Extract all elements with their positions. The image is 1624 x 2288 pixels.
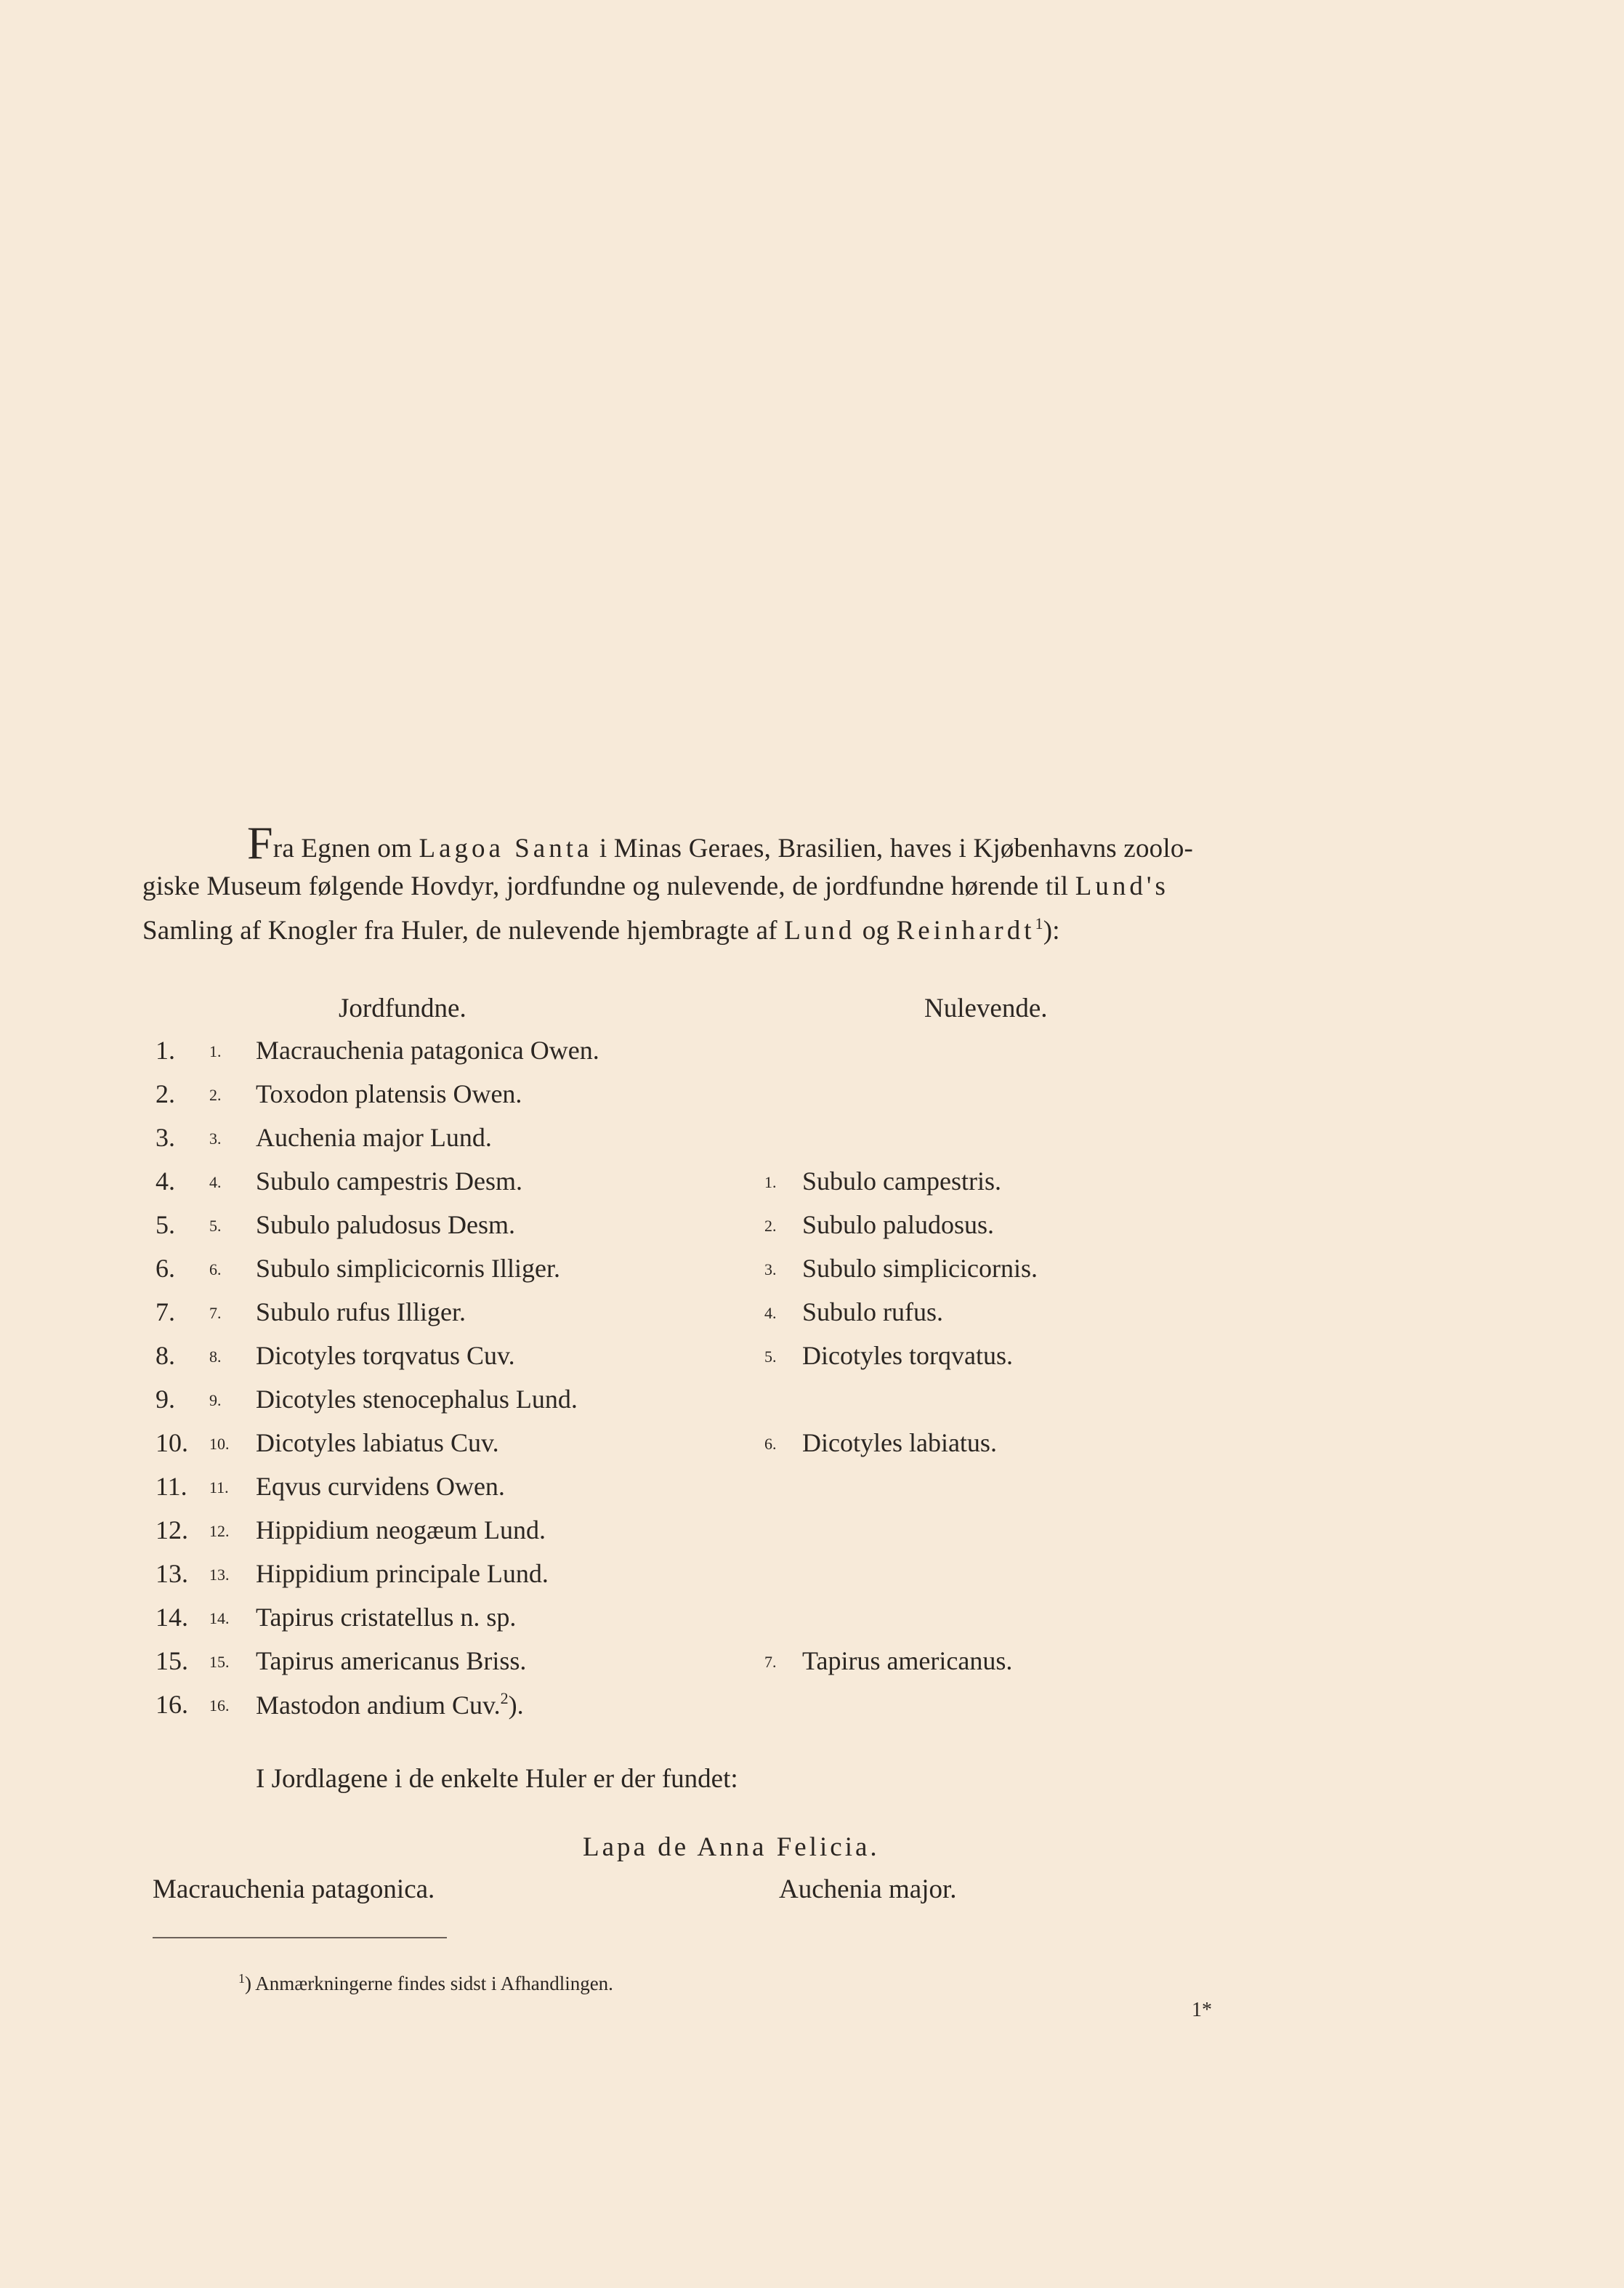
list-item <box>0 1035 1624 1079</box>
list-item <box>0 1602 1624 1645</box>
row-number: 16. <box>155 1690 188 1719</box>
cave-title: Lapa de Anna Felicia. <box>583 1832 880 1862</box>
footnote <box>238 1971 613 1995</box>
intro-line-1 <box>247 817 1194 869</box>
list-item <box>0 1427 1624 1471</box>
person-name: Lund's <box>1075 871 1169 901</box>
footnote-ref: 2 <box>500 1689 509 1707</box>
living-number: 1. <box>764 1173 777 1191</box>
sub-number: 13. <box>209 1566 230 1584</box>
list-item <box>0 1209 1624 1253</box>
cave-species-right: Auchenia major. <box>779 1874 957 1904</box>
fossil-species: Dicotyles torqvatus Cuv. <box>256 1341 515 1370</box>
living-species: Dicotyles torqvatus. <box>802 1341 1013 1370</box>
living-number: 2. <box>764 1217 777 1235</box>
living-species: Subulo rufus. <box>802 1297 944 1326</box>
row-number: 13. <box>155 1559 188 1588</box>
fossil-species: Tapirus cristatellus n. sp. <box>256 1603 517 1632</box>
list-item <box>0 1384 1624 1427</box>
intro-line-2 <box>142 871 1169 902</box>
fossil-species: Toxodon platensis Owen. <box>256 1079 522 1108</box>
sub-number: 5. <box>209 1217 222 1235</box>
row-number: 10. <box>155 1428 188 1457</box>
list-item <box>0 1166 1624 1209</box>
sub-number: 8. <box>209 1348 222 1366</box>
species-name: Mastodon andium Cuv. <box>256 1691 501 1720</box>
fossil-species: Subulo paludosus Desm. <box>256 1210 516 1239</box>
sub-number: 15. <box>209 1653 230 1671</box>
intro-text: ra Egnen om <box>272 834 419 863</box>
signature-mark: 1* <box>1192 1999 1212 2021</box>
row-number: 4. <box>155 1167 175 1196</box>
fossil-species: Hippidium neogæum Lund. <box>256 1515 546 1544</box>
living-number: 3. <box>764 1260 777 1278</box>
living-number: 4. <box>764 1304 777 1322</box>
row-number: 2. <box>155 1079 175 1108</box>
fossil-species: Tapirus americanus Briss. <box>256 1646 527 1675</box>
footnote-rule <box>153 1937 447 1938</box>
cave-species-left: Macrauchenia patagonica. <box>153 1874 435 1904</box>
list-item <box>0 1471 1624 1515</box>
living-species: Subulo paludosus. <box>802 1210 995 1239</box>
list-item <box>0 1340 1624 1384</box>
row-number: 12. <box>155 1515 188 1544</box>
living-species: Tapirus americanus. <box>802 1646 1013 1675</box>
person-name: Reinhardt <box>896 916 1035 946</box>
list-item <box>0 1689 1624 1733</box>
intro-text: giske Museum følgende Hovdyr, jordfundne og nulevende, de jordfundne hørende til <box>142 871 1075 901</box>
fossil-species: Auchenia major Lund. <box>256 1123 492 1152</box>
living-species: Subulo campestris. <box>802 1167 1001 1196</box>
list-item <box>0 1297 1624 1340</box>
living-number: 7. <box>764 1653 777 1671</box>
row-number: 15. <box>155 1646 188 1675</box>
sub-number: 4. <box>209 1173 222 1191</box>
living-species: Subulo simplicicornis. <box>802 1254 1038 1283</box>
row-number: 1. <box>155 1036 175 1065</box>
fossil-species: Subulo simplicicornis Illiger. <box>256 1254 560 1283</box>
sub-number: 6. <box>209 1260 222 1278</box>
sub-number: 2. <box>209 1086 222 1104</box>
list-item <box>0 1122 1624 1166</box>
sub-number: 3. <box>209 1129 222 1148</box>
footnote-marker: 1 <box>238 1971 245 1986</box>
list-item <box>0 1079 1624 1122</box>
intro-text: ): <box>1043 916 1060 946</box>
intro-text: Samling af Knogler fra Huler, de nulevende hjembragte af <box>142 916 785 946</box>
list-item <box>0 1645 1624 1689</box>
list-item <box>0 1253 1624 1297</box>
fossil-species: Subulo campestris Desm. <box>256 1167 522 1196</box>
row-number: 8. <box>155 1341 175 1370</box>
row-number: 14. <box>155 1603 188 1632</box>
fossil-species: Eqvus curvidens Owen. <box>256 1472 505 1501</box>
footnote-ref: 1 <box>1035 914 1043 932</box>
intro-text: og <box>855 916 897 946</box>
fossil-species: Subulo rufus Illiger. <box>256 1297 466 1326</box>
fossil-species: Dicotyles labiatus Cuv. <box>256 1428 499 1457</box>
column-header-jordfundne: Jordfundne. <box>339 994 466 1023</box>
living-species: Dicotyles labiatus. <box>802 1428 997 1457</box>
fossil-species <box>256 1689 524 1720</box>
sub-number: 1. <box>209 1042 222 1060</box>
huler-intro: I Jordlagene i de enkelte Huler er der fundet: <box>256 1764 738 1794</box>
list-item <box>0 1515 1624 1558</box>
living-number: 6. <box>764 1435 777 1453</box>
sub-number: 14. <box>209 1609 230 1627</box>
sub-number: 12. <box>209 1522 230 1540</box>
list-item <box>0 1558 1624 1602</box>
fossil-species: Hippidium principale Lund. <box>256 1559 549 1588</box>
row-number: 11. <box>155 1472 187 1501</box>
fossil-species: Dicotyles stenocephalus Lund. <box>256 1385 578 1414</box>
row-number: 9. <box>155 1385 175 1414</box>
sub-number: 16. <box>209 1696 230 1715</box>
sub-number: 11. <box>209 1478 229 1497</box>
species-tail: ). <box>508 1691 524 1720</box>
row-number: 3. <box>155 1123 175 1152</box>
footnote-text: ) Anmærkningerne findes sidst i Afhandlingen. <box>245 1973 613 1994</box>
place-name: Lagoa Santa <box>419 834 593 863</box>
person-name: Lund <box>784 916 856 946</box>
row-number: 7. <box>155 1297 175 1326</box>
row-number: 5. <box>155 1210 175 1239</box>
drop-cap: F <box>247 817 273 869</box>
intro-line-3 <box>142 914 1060 946</box>
living-number: 5. <box>764 1348 777 1366</box>
intro-text: i Minas Geraes, Brasilien, haves i Kjøbenhavns zoolo- <box>592 834 1194 863</box>
column-header-nulevende: Nulevende. <box>924 994 1048 1023</box>
sub-number: 9. <box>209 1391 222 1409</box>
fossil-species: Macrauchenia patagonica Owen. <box>256 1036 599 1065</box>
sub-number: 7. <box>209 1304 222 1322</box>
sub-number: 10. <box>209 1435 230 1453</box>
row-number: 6. <box>155 1254 175 1283</box>
